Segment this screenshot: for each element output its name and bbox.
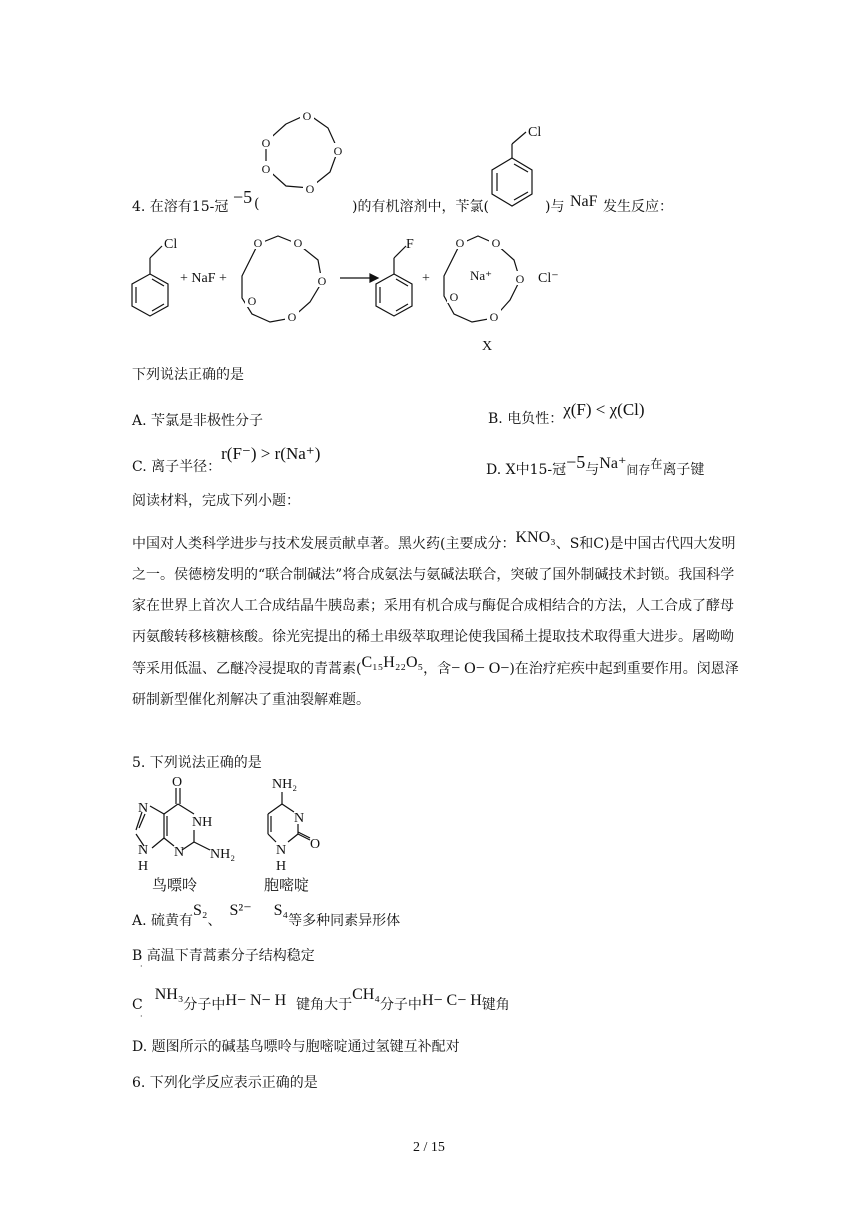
cytosine-label: 胞嘧啶 (264, 878, 310, 894)
q4-stem-d: 发生反应： (603, 199, 673, 215)
q4-stem-a: 4. 在溶有15-冠 (132, 199, 229, 215)
benzyl-chloride-structure (488, 118, 552, 218)
svg-text:O: O (253, 236, 263, 250)
q5-c-dot: · (140, 1012, 143, 1021)
svg-text:O: O (449, 290, 459, 304)
q4-minus5: −5 (233, 187, 253, 207)
reaction-scheme (130, 222, 570, 354)
q5-option-c[interactable]: CNH₃分子中H− N− H 键角大于CH₄分子中H− C− H键角 (132, 986, 510, 1013)
q5-option-b[interactable]: B 高温下青蒿素分子结构稳定 (132, 948, 315, 964)
q5-option-a[interactable]: A. 硫黄有S₂、S²⁻ S₄等多种同素异形体 (132, 902, 401, 929)
q4-naf: NaF (570, 193, 598, 210)
svg-text:O: O (305, 182, 315, 196)
q4-option-a[interactable]: A. 苄氯是非极性分子 (132, 413, 264, 429)
x-label: X (482, 339, 493, 354)
cl-label: Cl (164, 237, 178, 252)
q4-option-b[interactable]: B. 电负性：χ(F) < χ(Cl) (488, 400, 645, 427)
q4-prompt: 下列说法正确的是 (132, 367, 244, 383)
page-number: 2 / 15 (413, 1140, 445, 1155)
reading-paragraph: 中国对人类科学进步与技术发展贡献卓著。黑火药(主要成分：KNO₃、S和C)是中国古代四大发明之一。侯德榜发明的“联合制碱法”将合成氨法与氨碱法联合，突破了国外制碱技术封锁。我国科学家在世界上首次人工合成结晶牛胰岛素；采用有机合成与酶促合成相结合的方法，人工合成了酵母丙氨酸转移核糖核酸。徐光宪提出的稀土串级萃取理论使我国稀土提取技术取得重大进步。屠呦呦等采用低温、乙醚冷浸提取的青蒿素(C₁₅H₂₂O₅，含− O− O−)在治疗疟疾中起到重要作用。闵恩泽研制新型催化剂解决了重油裂解难题。 (132, 529, 739, 708)
svg-text:H: H (276, 859, 287, 874)
svg-text:N: N (294, 811, 305, 826)
guanine-structure (130, 774, 260, 894)
svg-text:N: N (138, 801, 149, 816)
svg-text:O: O (333, 144, 343, 158)
crown-ether-15-5-structure (250, 92, 360, 212)
plus-label: + (422, 271, 430, 286)
q4-stem-b: )的有机溶剂中，苄氯( (352, 199, 489, 215)
svg-text:O: O (515, 272, 525, 286)
svg-text:O: O (261, 162, 271, 176)
svg-text:N: N (138, 843, 149, 858)
q4-paren-open: ( (254, 196, 260, 212)
svg-text:O: O (172, 775, 183, 790)
svg-text:O: O (261, 136, 271, 150)
svg-text:O: O (455, 236, 465, 250)
na-plus-label: Na⁺ (470, 268, 493, 283)
svg-text:O: O (489, 310, 499, 324)
svg-text:O: O (317, 274, 327, 288)
q5-option-d[interactable]: D. 题图所示的碱基鸟嘌呤与胞嘧啶通过氢键互补配对 (132, 1039, 460, 1055)
reaction-arrow (340, 274, 378, 282)
svg-text:Cl: Cl (528, 125, 542, 140)
cytosine-structure (258, 774, 348, 894)
svg-text:O: O (287, 310, 297, 324)
guanine-label: 鸟嘌呤 (152, 878, 198, 894)
q6-title: 6. 下列化学反应表示正确的是 (132, 1075, 318, 1091)
q5-b-dot: · (140, 962, 143, 971)
svg-text:H: H (138, 859, 149, 874)
svg-text:O: O (302, 109, 312, 123)
svg-text:O: O (491, 236, 501, 250)
f-label: F (406, 237, 414, 252)
reading-intro: 阅读材料，完成下列小题： (132, 493, 300, 509)
product-benzyl-fluoride (376, 246, 412, 316)
cl-minus-label: Cl⁻ (538, 271, 559, 286)
q4-stem-c: )与 (545, 199, 565, 215)
reactant-benzyl-chloride (132, 246, 168, 316)
plus-naf-label: + NaF + (180, 271, 227, 286)
svg-text:NH₂: NH₂ (210, 847, 236, 862)
svg-text:O: O (247, 294, 257, 308)
q5-title: 5. 下列说法正确的是 (132, 755, 262, 771)
svg-text:NH₂: NH₂ (272, 777, 298, 792)
q4-option-c[interactable]: C. 离子半径：r(F⁻) > r(Na⁺) (132, 444, 321, 475)
svg-text:NH: NH (192, 815, 213, 830)
q4-option-d[interactable]: D. X中15-冠−5与$Na^+_{间存}$在离子键 (486, 452, 705, 478)
svg-text:N: N (174, 845, 185, 860)
svg-text:O: O (293, 236, 303, 250)
svg-text:O: O (310, 837, 321, 852)
svg-text:N: N (276, 843, 287, 858)
